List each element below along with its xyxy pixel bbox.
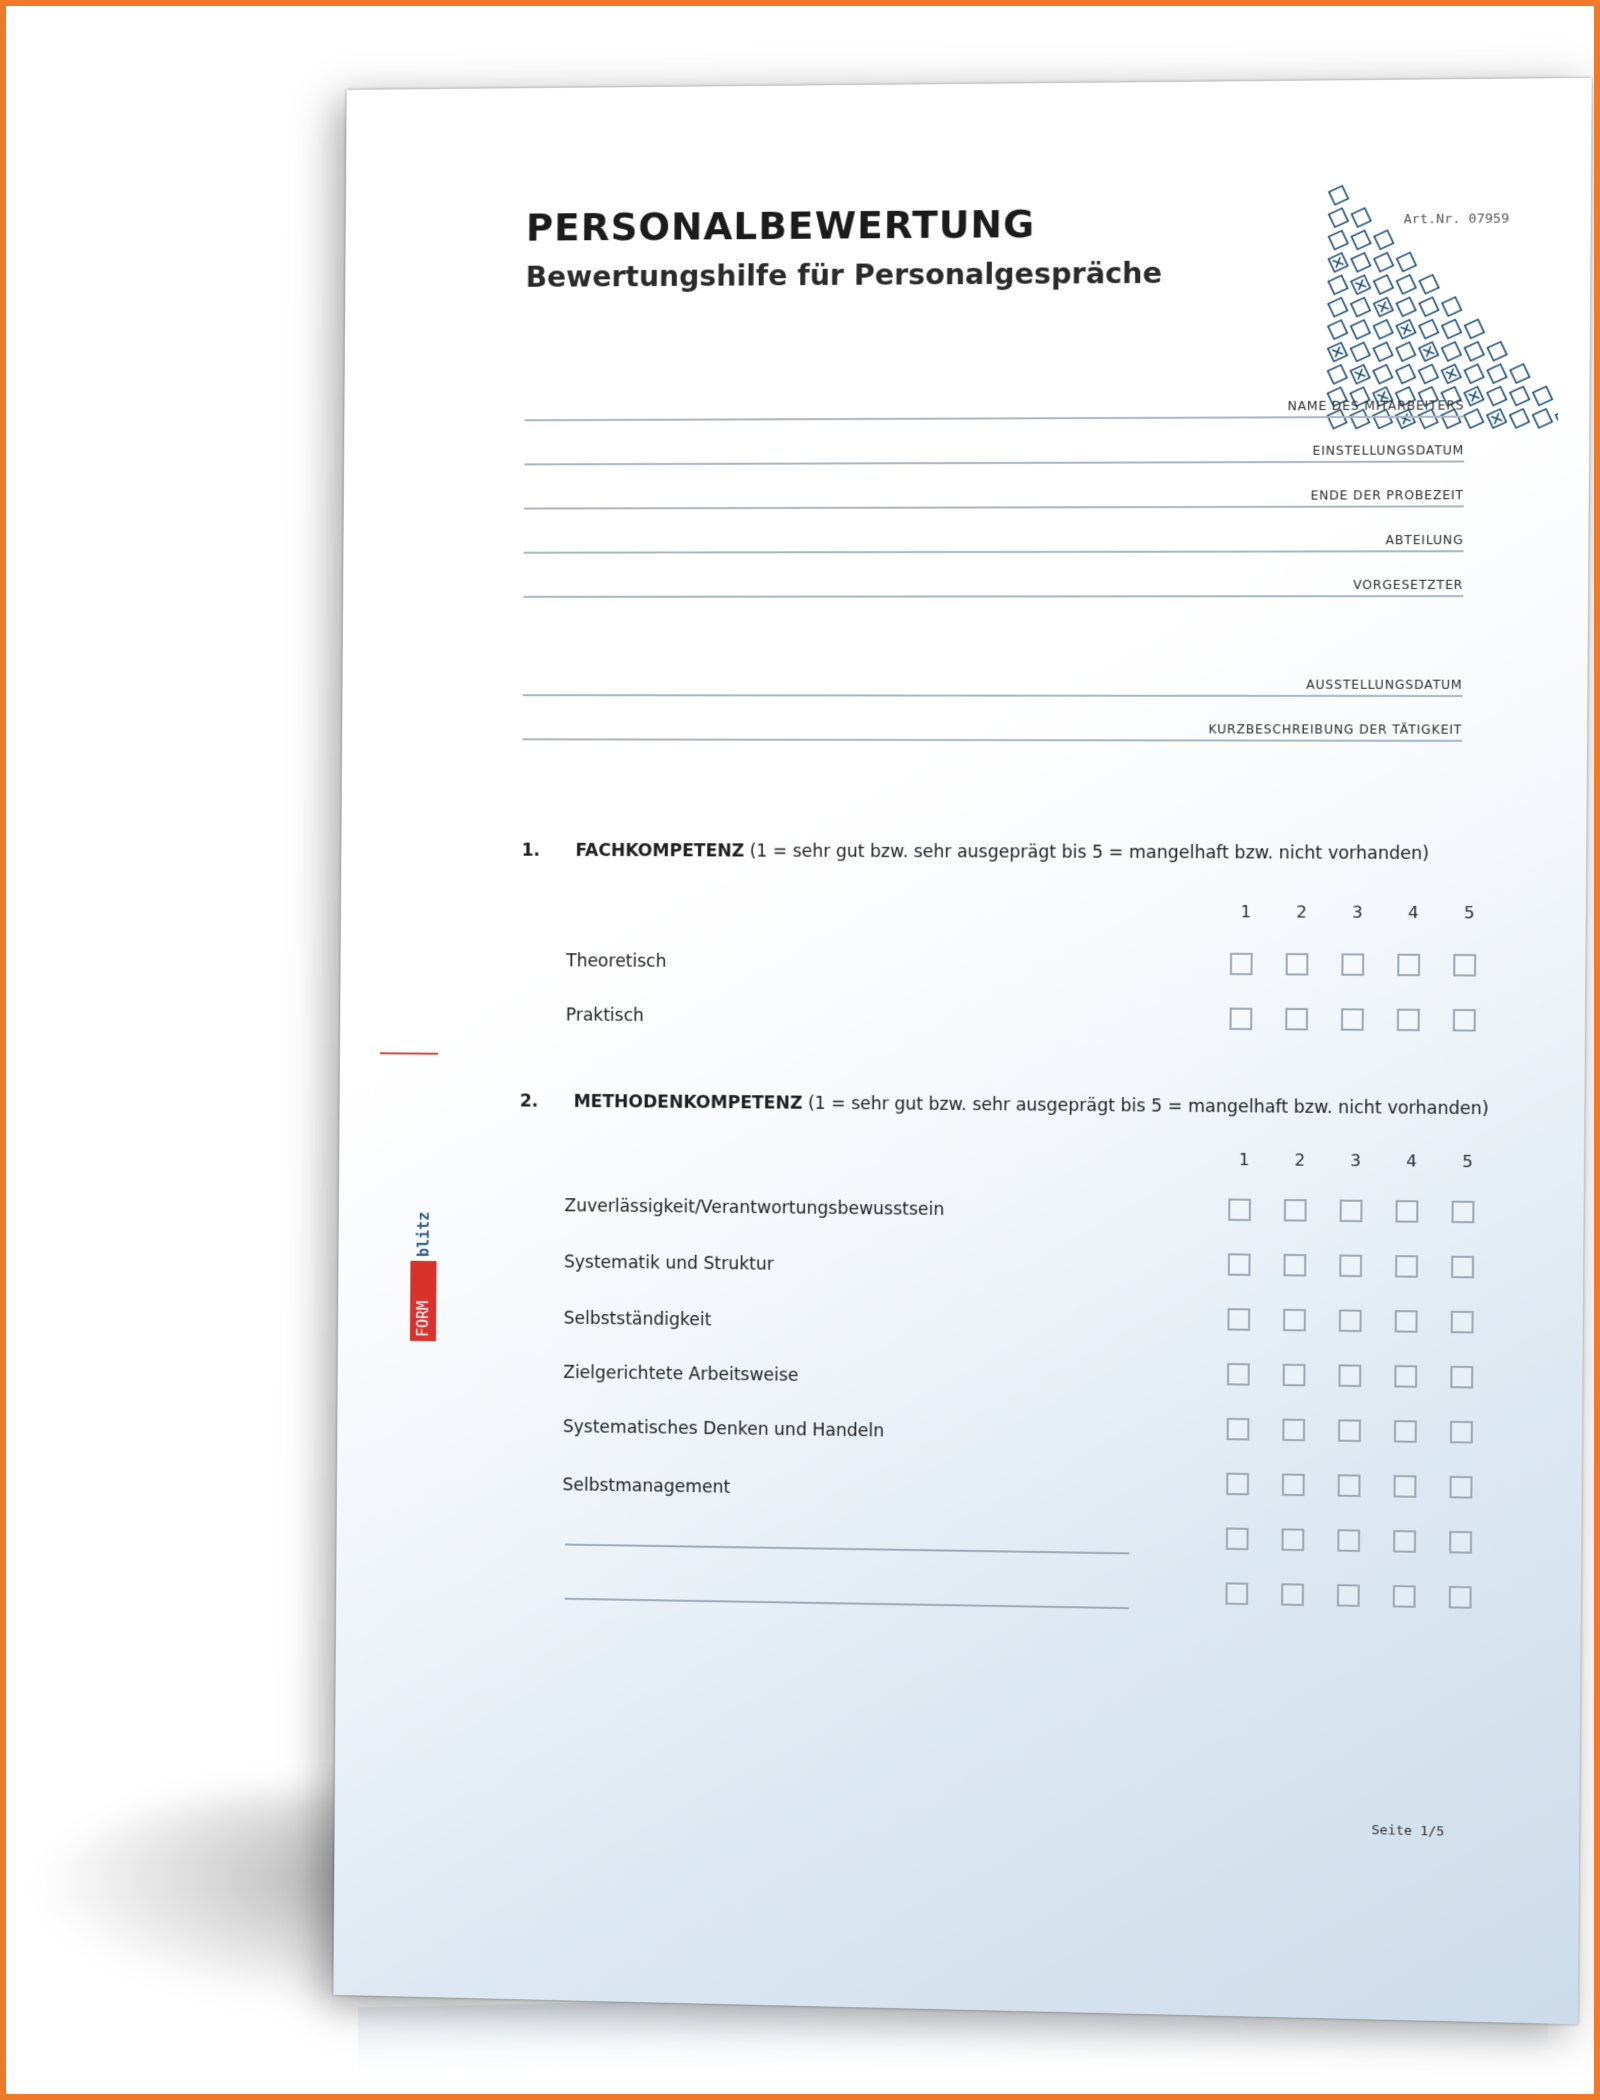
- section-heading-methodenkompetenz: [520, 1091, 1489, 1119]
- rating-checkbox-4[interactable]: [1397, 954, 1420, 977]
- pattern-box: [1556, 409, 1560, 428]
- blank-item-line[interactable]: [565, 1544, 1129, 1555]
- item-zuverlaessigkeit: Zuverlässigkeit/Verantwortungsbewusstsein: [564, 1196, 945, 1221]
- rating-checkbox-4[interactable]: [1393, 1585, 1416, 1608]
- section-number: 2.: [519, 1091, 539, 1112]
- logo-blitz-text: blitz: [414, 1211, 433, 1257]
- pattern-box: [1465, 342, 1484, 361]
- pattern-box: [1510, 364, 1529, 383]
- pattern-box: [1328, 320, 1347, 339]
- rating-checkbox-5[interactable]: [1451, 1201, 1474, 1224]
- item-selbstmanagement: Selbstmanagement: [562, 1475, 731, 1498]
- field-label: KURZBESCHREIBUNG DER TÄTIGKEIT: [1208, 722, 1463, 737]
- rating-checkbox-4[interactable]: [1394, 1420, 1417, 1443]
- section-name: METHODENKOMPETENZ: [573, 1091, 803, 1114]
- field-abteilung[interactable]: [524, 530, 1464, 554]
- rating-checkbox-1[interactable]: [1227, 1308, 1250, 1331]
- pattern-box: [1374, 320, 1393, 339]
- rating-checkbox-2[interactable]: [1282, 1473, 1305, 1496]
- rating-checkbox-5[interactable]: [1451, 1256, 1474, 1279]
- field-name-des-mitarbeiters[interactable]: [525, 395, 1465, 421]
- section-number: 1.: [521, 840, 541, 861]
- pattern-box: [1487, 387, 1506, 406]
- pattern-box: [1328, 298, 1347, 317]
- pattern-box: [1442, 297, 1461, 316]
- document-page: [333, 78, 1591, 2024]
- rating-row-theoretisch: [1230, 953, 1510, 977]
- rating-checkbox-5[interactable]: [1450, 1421, 1473, 1444]
- pattern-box: [1419, 297, 1438, 316]
- rating-checkbox-3[interactable]: [1341, 1008, 1364, 1031]
- item-zielgerichtete-arbeitsweise: Zielgerichtete Arbeitsweise: [563, 1362, 799, 1386]
- rating-checkbox-1[interactable]: [1228, 1199, 1251, 1222]
- field-label: AUSSTELLUNGSDATUM: [1306, 677, 1463, 692]
- rating-checkbox-2[interactable]: [1283, 1254, 1306, 1277]
- blank-item-line[interactable]: [565, 1598, 1129, 1609]
- rating-checkbox-3[interactable]: [1337, 1584, 1360, 1607]
- pattern-box: [1329, 186, 1348, 205]
- rating-checkbox-2[interactable]: [1281, 1528, 1304, 1551]
- rating-checkbox-5[interactable]: [1453, 1009, 1476, 1032]
- pattern-box: [1373, 365, 1392, 384]
- rating-checkbox-3[interactable]: [1340, 1200, 1363, 1223]
- rating-checkbox-2[interactable]: [1286, 953, 1309, 975]
- field-label: VORGESETZTER: [1353, 577, 1464, 593]
- pattern-box: [1396, 365, 1415, 384]
- rating-checkbox-1[interactable]: [1230, 953, 1253, 975]
- rating-scale-header: [1216, 1150, 1495, 1172]
- rating-checkbox-2[interactable]: [1284, 1199, 1307, 1222]
- item-systematisches-denken: Systematisches Denken und Handeln: [562, 1417, 885, 1442]
- rating-checkbox-3[interactable]: [1339, 1309, 1362, 1332]
- rating-checkbox-4[interactable]: [1395, 1255, 1418, 1278]
- rating-checkbox-2[interactable]: [1282, 1419, 1305, 1442]
- scale-3: 3: [1351, 902, 1363, 922]
- rating-checkbox-4[interactable]: [1397, 1009, 1420, 1032]
- rating-checkbox-2[interactable]: [1283, 1309, 1306, 1332]
- rating-row-systematik: [1228, 1253, 1508, 1278]
- rating-checkbox-3[interactable]: [1339, 1255, 1362, 1278]
- pattern-box: [1533, 386, 1552, 405]
- scale-3: 3: [1350, 1150, 1361, 1171]
- rating-checkbox-2[interactable]: [1283, 1364, 1306, 1387]
- rating-checkbox-3[interactable]: [1338, 1419, 1361, 1442]
- logo-accent-line: [380, 1052, 438, 1054]
- document-title: PERSONALBEWERTUNG: [525, 202, 1036, 250]
- rating-checkbox-3[interactable]: [1338, 1474, 1361, 1497]
- pattern-box: [1397, 253, 1416, 272]
- pattern-box: [1329, 231, 1348, 250]
- pattern-box: [1328, 365, 1347, 384]
- pattern-box: [1397, 275, 1416, 294]
- pattern-box: [1351, 275, 1370, 294]
- pattern-box: [1397, 297, 1416, 316]
- item-theoretisch: Theoretisch: [566, 951, 667, 972]
- section-scale-note: (1 = sehr gut bzw. sehr ausgeprägt bis 5 = mangelhaft bzw. nicht vorhanden): [749, 841, 1430, 865]
- rating-row-selbstmanagement: [1226, 1473, 1506, 1499]
- rating-row-selbststaendigkeit: [1227, 1308, 1507, 1334]
- item-praktisch: Praktisch: [565, 1005, 645, 1027]
- rating-checkbox-3[interactable]: [1338, 1364, 1361, 1387]
- scale-4: 4: [1407, 902, 1419, 923]
- section-name: FACHKOMPETENZ: [575, 840, 745, 862]
- rating-row-systematisches-denken: [1227, 1418, 1507, 1444]
- field-label: ABTEILUNG: [1385, 532, 1464, 548]
- pattern-box: [1487, 364, 1506, 383]
- item-systematik: Systematik und Struktur: [563, 1252, 774, 1275]
- pattern-box: [1510, 387, 1529, 406]
- rating-checkbox-5[interactable]: [1449, 1586, 1472, 1609]
- rating-checkbox-5[interactable]: [1450, 1476, 1473, 1499]
- pattern-box: [1328, 343, 1347, 362]
- pattern-box: [1419, 275, 1438, 294]
- field-ende-der-probezeit[interactable]: [524, 485, 1464, 510]
- pattern-box: [1442, 320, 1461, 339]
- rating-checkbox-1[interactable]: [1226, 1528, 1249, 1551]
- field-ausstellungsdatum[interactable]: [523, 674, 1463, 697]
- pattern-box: [1442, 364, 1461, 383]
- rating-checkbox-5[interactable]: [1450, 1366, 1473, 1389]
- pattern-box: [1533, 409, 1552, 428]
- formblitz-logo: [410, 1191, 437, 1341]
- field-vorgesetzter[interactable]: [523, 575, 1463, 598]
- rating-checkbox-4[interactable]: [1394, 1475, 1417, 1498]
- scale-5: 5: [1462, 1151, 1473, 1172]
- pattern-box: [1396, 320, 1415, 339]
- pattern-box: [1352, 208, 1371, 227]
- rating-checkbox-4[interactable]: [1395, 1310, 1418, 1333]
- rating-checkbox-1[interactable]: [1227, 1363, 1250, 1386]
- rating-checkbox-1[interactable]: [1230, 1008, 1253, 1030]
- pattern-box: [1328, 275, 1347, 294]
- pattern-box: [1351, 342, 1370, 361]
- rating-checkbox-1[interactable]: [1227, 1418, 1250, 1441]
- logo-form-text: FORM: [413, 1300, 433, 1338]
- pattern-box: [1487, 409, 1506, 428]
- pattern-box: [1374, 253, 1393, 272]
- rating-row-blank-1: [1226, 1528, 1506, 1555]
- pattern-box: [1487, 342, 1506, 361]
- rating-checkbox-4[interactable]: [1393, 1530, 1416, 1553]
- rating-checkbox-5[interactable]: [1451, 1311, 1474, 1334]
- pattern-box: [1465, 319, 1484, 338]
- rating-checkbox-4[interactable]: [1395, 1200, 1418, 1223]
- pattern-box: [1329, 253, 1348, 272]
- pattern-box: [1373, 342, 1392, 361]
- pattern-box: [1351, 320, 1370, 339]
- pattern-box: [1374, 297, 1393, 316]
- pattern-box: [1442, 342, 1461, 361]
- rating-checkbox-4[interactable]: [1394, 1365, 1417, 1388]
- field-einstellungsdatum[interactable]: [524, 440, 1464, 465]
- scale-1: 1: [1240, 902, 1252, 922]
- pattern-box: [1419, 320, 1438, 339]
- page-number: Seite 1/5: [1371, 1822, 1445, 1840]
- scale-5: 5: [1463, 903, 1475, 923]
- field-kurzbeschreibung[interactable]: [522, 718, 1462, 742]
- field-label: ENDE DER PROBEZEIT: [1310, 488, 1464, 503]
- pattern-box: [1464, 409, 1483, 428]
- rating-row-zuverlaessigkeit: [1228, 1199, 1508, 1224]
- item-selbststaendigkeit: Selbstständigkeit: [563, 1308, 712, 1331]
- pattern-box: [1396, 342, 1415, 361]
- field-label: NAME DES MITARBEITERS: [1287, 398, 1465, 414]
- scale-4: 4: [1406, 1151, 1417, 1171]
- pattern-box: [1419, 342, 1438, 361]
- scale-2: 2: [1296, 902, 1307, 922]
- rating-row-zielgerichtete-arbeitsweise: [1227, 1363, 1507, 1389]
- rating-checkbox-5[interactable]: [1449, 1531, 1472, 1554]
- field-label: EINSTELLUNGSDATUM: [1312, 443, 1465, 458]
- rating-checkbox-2[interactable]: [1285, 1008, 1308, 1031]
- rating-row-blank-2: [1225, 1582, 1505, 1609]
- pattern-box: [1419, 364, 1438, 383]
- pattern-box: [1464, 387, 1483, 406]
- rating-checkbox-3[interactable]: [1337, 1529, 1360, 1552]
- pattern-box: [1329, 208, 1348, 227]
- article-number: Art.Nr. 07959: [1403, 211, 1510, 228]
- checkbox-pattern-icon: [1319, 176, 1559, 432]
- rating-row-praktisch: [1230, 1008, 1510, 1032]
- scale-2: 2: [1294, 1150, 1306, 1170]
- section-heading-fachkompetenz: [522, 841, 1430, 865]
- rating-checkbox-3[interactable]: [1341, 953, 1364, 976]
- pattern-box: [1351, 298, 1370, 317]
- pattern-box: [1350, 365, 1369, 384]
- pattern-box: [1351, 230, 1370, 249]
- pattern-box: [1351, 253, 1370, 272]
- document-subtitle: Bewertungshilfe für Personalgespräche: [525, 256, 1163, 294]
- pattern-box: [1464, 364, 1483, 383]
- pattern-box: [1510, 409, 1529, 428]
- rating-checkbox-1[interactable]: [1228, 1253, 1251, 1276]
- rating-checkbox-5[interactable]: [1453, 954, 1476, 977]
- rating-checkbox-1[interactable]: [1226, 1473, 1249, 1496]
- rating-checkbox-1[interactable]: [1225, 1582, 1248, 1605]
- section-scale-note: (1 = sehr gut bzw. sehr ausgeprägt bis 5 = mangelhaft bzw. nicht vorhanden): [807, 1093, 1489, 1120]
- pattern-box: [1374, 275, 1393, 294]
- scale-1: 1: [1238, 1149, 1250, 1170]
- rating-checkbox-2[interactable]: [1281, 1583, 1304, 1606]
- pattern-box: [1374, 230, 1393, 249]
- rating-scale-header: [1218, 902, 1497, 923]
